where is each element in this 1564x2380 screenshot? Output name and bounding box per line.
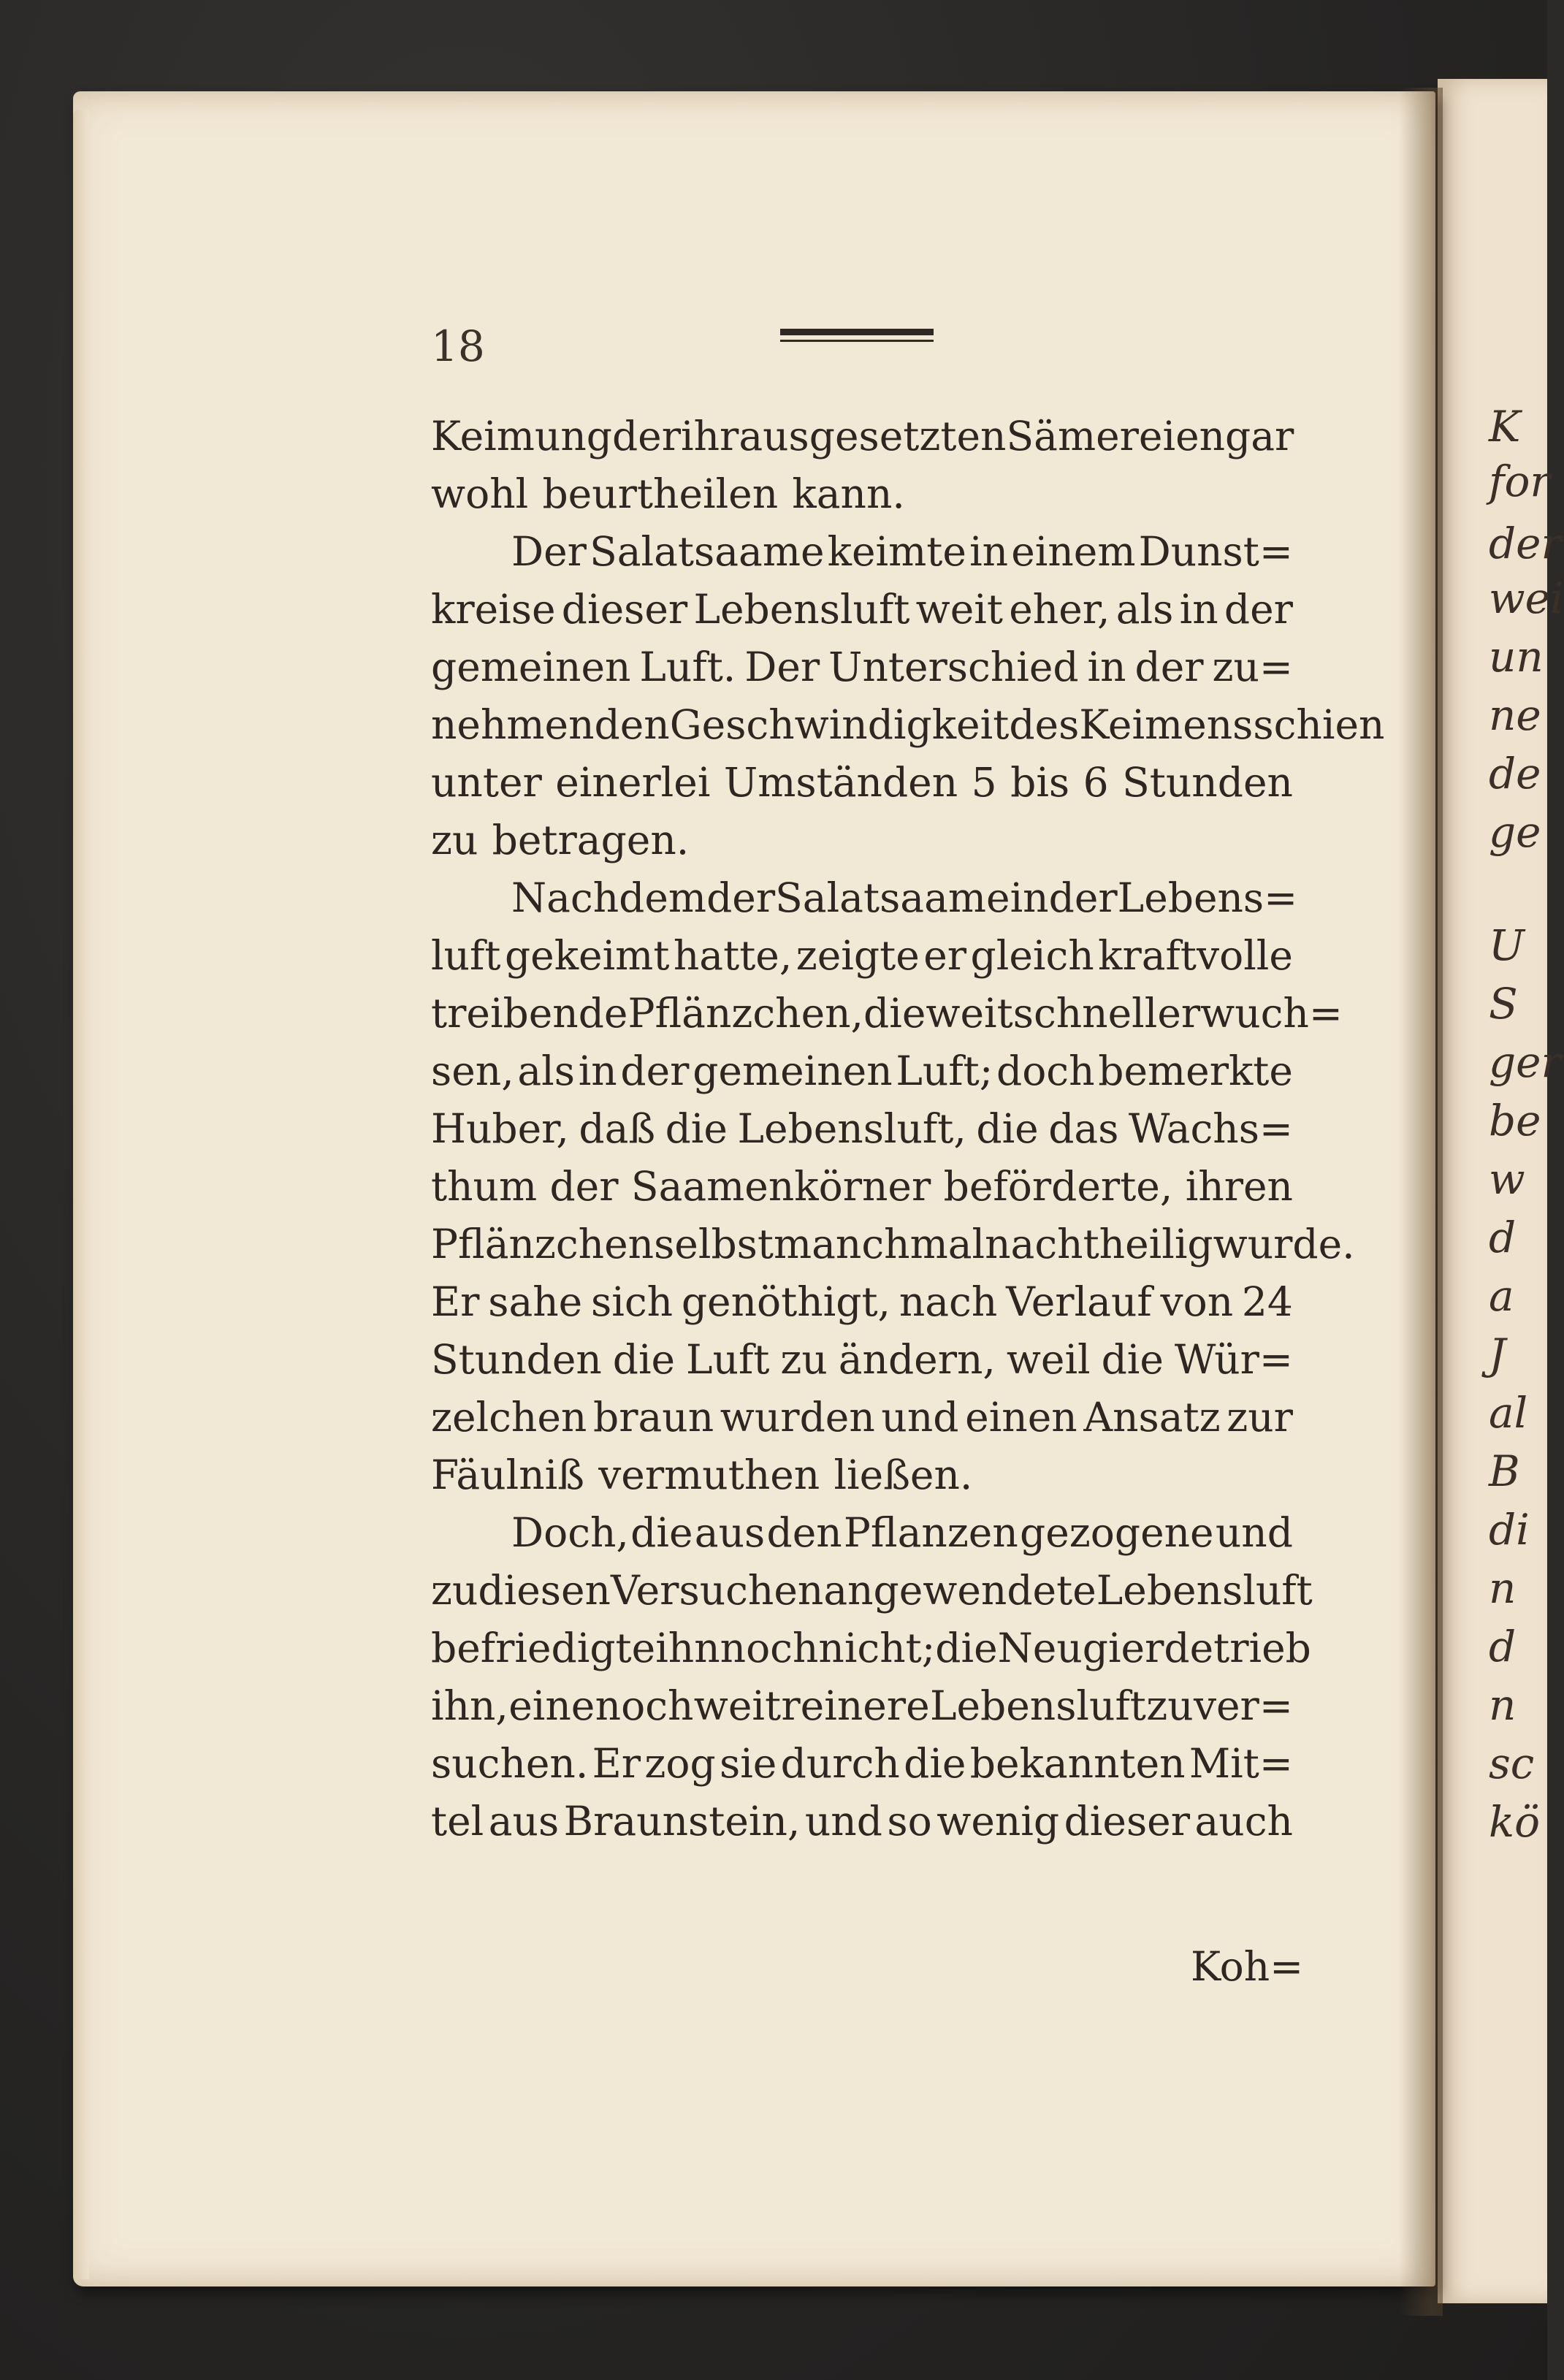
word: Doch, [511, 1509, 629, 1556]
word: Keimens [1079, 701, 1254, 748]
word: trieb [1213, 1625, 1311, 1671]
facing-page-fragment: a [1489, 1271, 1514, 1321]
word: das [1048, 1105, 1119, 1152]
word: aus [488, 1798, 560, 1845]
text-line [431, 1042, 1293, 1100]
word: nicht; [818, 1625, 936, 1671]
header-rule-thick [780, 329, 934, 335]
facing-page-fragment: un [1489, 632, 1544, 682]
word: und [804, 1798, 882, 1845]
word: weil [1006, 1336, 1091, 1383]
word: selbst [654, 1221, 774, 1267]
word: die [630, 1509, 693, 1556]
text-line [431, 1793, 1293, 1850]
word: Lebensluft, [737, 1105, 966, 1152]
facing-page-fragment: J [1489, 1330, 1506, 1379]
word: 6 [1083, 759, 1109, 806]
word: Pflänzchen [431, 1221, 655, 1267]
word: tel [431, 1798, 484, 1845]
word: Er [592, 1740, 641, 1787]
word: schneller [1012, 990, 1201, 1037]
facing-page-fragment: ge [1489, 807, 1541, 857]
word: Umständen [723, 759, 958, 806]
word: Keimung [431, 413, 612, 459]
word: zeigte [796, 932, 920, 979]
word: genöthigt, [681, 1278, 891, 1325]
word: daß [579, 1105, 656, 1152]
word: Geschwindigkeit [669, 701, 1010, 748]
word: nach [899, 1278, 998, 1325]
text-line [431, 1446, 1293, 1504]
word: Sämereien [1006, 413, 1226, 459]
text-line [431, 523, 1293, 581]
word: die [935, 1625, 998, 1671]
word: Salatsaame [775, 874, 1010, 921]
text-line [431, 465, 1293, 523]
facing-page-fragment: ger [1489, 1037, 1562, 1087]
word: wohl [431, 470, 529, 517]
word: wurden [720, 1394, 875, 1441]
word: Der [744, 644, 820, 690]
word: Neugierde [997, 1625, 1214, 1671]
word: der [1224, 586, 1293, 633]
word: Nachdem [511, 874, 707, 921]
text-line [431, 1562, 1313, 1620]
word: Versuchen [610, 1567, 824, 1614]
text-line [431, 1735, 1293, 1793]
word: der [1048, 874, 1118, 921]
word: und [1215, 1509, 1293, 1556]
word: die [612, 1336, 676, 1383]
word: zu [1146, 1682, 1194, 1729]
word: den [766, 1509, 842, 1556]
facing-page [1438, 79, 1564, 2303]
text-line [431, 1677, 1293, 1735]
word: dieser [561, 586, 688, 633]
word: Stunden [431, 1336, 602, 1383]
word: nehmenden [431, 701, 670, 748]
word: dieser [1064, 1798, 1191, 1845]
word: in [1010, 874, 1049, 921]
header-rule-thin [780, 340, 934, 342]
word: Verlauf [1006, 1278, 1152, 1325]
word: 5 [971, 759, 997, 806]
text-line [431, 1331, 1293, 1389]
facing-page-fragment: wei [1489, 573, 1564, 623]
word: ließen. [834, 1452, 973, 1498]
word: des [1009, 701, 1080, 748]
word: doch [996, 1048, 1095, 1094]
word: Ansatz [1083, 1394, 1221, 1441]
text-line [431, 581, 1293, 638]
word: wuch= [1200, 990, 1343, 1037]
word: zu= [1212, 644, 1293, 690]
word: einen [965, 1394, 1077, 1441]
word: beurtheilen [542, 470, 779, 517]
header-rule [780, 329, 934, 342]
word: Mit= [1189, 1740, 1293, 1787]
facing-page-fragment: U [1489, 920, 1525, 970]
word: sen, [431, 1048, 514, 1094]
word: Huber, [431, 1105, 569, 1152]
text-line [431, 1389, 1293, 1446]
word: gleich [970, 932, 1094, 979]
facing-page-fragment: n [1489, 1680, 1517, 1730]
word: zu [431, 1567, 478, 1614]
text-line [431, 985, 1343, 1042]
word: gemeinen [431, 644, 631, 690]
word: sie [719, 1740, 777, 1787]
word: Pflänzchen, [627, 990, 864, 1037]
word: zelchen [431, 1394, 587, 1441]
word: der [549, 1163, 619, 1210]
word: Braunstein, [563, 1798, 801, 1845]
word: kraftvolle [1098, 932, 1293, 979]
facing-page-fragment: sc [1489, 1739, 1535, 1788]
word: Wür= [1174, 1336, 1293, 1383]
text-line [431, 869, 1298, 927]
word: ausgesetzten [739, 413, 1007, 459]
facing-page-fragment: kö [1489, 1797, 1541, 1847]
text-line [431, 754, 1293, 812]
word: sich [591, 1278, 674, 1325]
word: kreise [431, 586, 556, 633]
page-header [431, 321, 1293, 380]
facing-page-fragment: di [1489, 1505, 1530, 1555]
facing-page-fragment: de [1489, 749, 1541, 798]
word: er [923, 932, 967, 979]
word: Luft [686, 1336, 770, 1383]
text-line [431, 1504, 1293, 1562]
word: Unterschied [828, 644, 1079, 690]
word: Lebens= [1117, 874, 1298, 921]
word: ihn [655, 1625, 720, 1671]
text-line [431, 1100, 1293, 1158]
book-gutter-shadow [1399, 88, 1443, 2316]
word: vermuthen [598, 1452, 820, 1498]
facing-page-fragment: d [1489, 1213, 1517, 1262]
word: noch [595, 1682, 694, 1729]
word: zur [1227, 1394, 1293, 1441]
word: zu [780, 1336, 828, 1383]
facing-page-fragment: der [1489, 519, 1562, 568]
word: Wachs= [1128, 1105, 1293, 1152]
facing-page-fragment: ne [1489, 690, 1541, 740]
word: als [1115, 586, 1174, 633]
word: nachtheilig [985, 1221, 1213, 1267]
facing-page-fragment: al [1489, 1388, 1528, 1438]
word: Er [431, 1278, 480, 1325]
word: wenig [937, 1798, 1060, 1845]
word: zu [431, 817, 478, 863]
catchword: Koh= [1191, 1943, 1304, 1990]
word: unter [431, 759, 542, 806]
text-line [431, 812, 1293, 869]
word: eher, [1009, 586, 1110, 633]
word: aus [694, 1509, 766, 1556]
word: thum [431, 1163, 538, 1210]
word: reinere [781, 1682, 930, 1729]
word: gezogene [1020, 1509, 1214, 1556]
word: in [578, 1048, 617, 1094]
text-line [431, 696, 1385, 754]
facing-page-fragment: n [1489, 1563, 1517, 1613]
word: als [517, 1048, 575, 1094]
text-line [431, 408, 1293, 465]
word: keimte [827, 528, 966, 575]
word: braun [592, 1394, 714, 1441]
facing-page-fragment: S [1489, 979, 1518, 1029]
word: bekannten [969, 1740, 1186, 1787]
word: der [620, 1048, 690, 1094]
word: weit [915, 586, 1003, 633]
text-line [431, 1273, 1293, 1331]
word: luft [431, 932, 501, 979]
facing-page-fragment: be [1489, 1096, 1541, 1145]
page-edge [73, 110, 89, 2279]
text-line [431, 638, 1293, 696]
word: noch [720, 1625, 819, 1671]
word: der [706, 874, 776, 921]
word: Lebensluft [693, 586, 910, 633]
word: so [887, 1798, 932, 1845]
word: Luft; [896, 1048, 993, 1094]
word: Der [511, 528, 587, 575]
word: 24 [1241, 1278, 1293, 1325]
word: zog [644, 1740, 716, 1787]
facing-page-fragment: B [1489, 1446, 1520, 1496]
facing-page-fragment: for [1489, 457, 1551, 506]
word: eine [508, 1682, 595, 1729]
word: einerlei [555, 759, 711, 806]
word: beförderte, [943, 1163, 1173, 1210]
word: in [1179, 586, 1218, 633]
body-text [431, 408, 1385, 1850]
word: suchen. [431, 1740, 589, 1787]
word: Dunst= [1138, 528, 1293, 575]
word: von [1160, 1278, 1234, 1325]
word: weit [693, 1682, 782, 1729]
text-line [431, 1216, 1355, 1273]
text-line [431, 927, 1293, 985]
word: die [863, 990, 926, 1037]
word: der [1134, 644, 1204, 690]
word: Lebensluft [1096, 1567, 1313, 1614]
facing-page-fragment: d [1489, 1622, 1517, 1671]
word: wurde. [1213, 1221, 1355, 1267]
word: kann. [792, 470, 905, 517]
word: angewendete [823, 1567, 1096, 1614]
word: die [976, 1105, 1039, 1152]
word: gar [1225, 413, 1294, 459]
text-line [431, 1620, 1311, 1677]
text-line [431, 1158, 1293, 1216]
word: der [611, 413, 682, 459]
word: sahe [488, 1278, 583, 1325]
word: ihren [1185, 1163, 1293, 1210]
word: und [881, 1394, 959, 1441]
word: diesen [478, 1567, 611, 1614]
word: bis [1010, 759, 1070, 806]
word: in [969, 528, 1009, 575]
facing-page-fragment: w [1489, 1154, 1525, 1204]
word: Pflanzen [843, 1509, 1018, 1556]
word: schien [1253, 701, 1385, 748]
word: Fäulniß [431, 1452, 584, 1498]
word: befriedigte [431, 1625, 656, 1671]
word: Stunden [1122, 759, 1293, 806]
word: weit [926, 990, 1013, 1037]
word: Lebensluft [929, 1682, 1146, 1729]
word: in [1087, 644, 1126, 690]
word: ändern, [838, 1336, 996, 1383]
facing-page-fragment: K [1489, 402, 1521, 451]
word: bemerkte [1098, 1048, 1293, 1094]
word: Saamenkörner [630, 1163, 931, 1210]
word: durch [780, 1740, 900, 1787]
word: Salatsaame [590, 528, 825, 575]
word: einem [1011, 528, 1136, 575]
word: treibende [431, 990, 628, 1037]
word: die [1101, 1336, 1164, 1383]
word: manchmal [773, 1221, 985, 1267]
word: hatte, [673, 932, 793, 979]
page-number: 18 [431, 321, 485, 371]
word: betragen. [492, 817, 690, 863]
word: die [665, 1105, 728, 1152]
word: auch [1194, 1798, 1293, 1845]
word: ihr [681, 413, 739, 459]
word: ihn, [431, 1682, 508, 1729]
word: ver= [1193, 1682, 1293, 1729]
word: gemeinen [693, 1048, 893, 1094]
word: Luft. [639, 644, 736, 690]
word: die [904, 1740, 966, 1787]
word: gekeimt [504, 932, 670, 979]
